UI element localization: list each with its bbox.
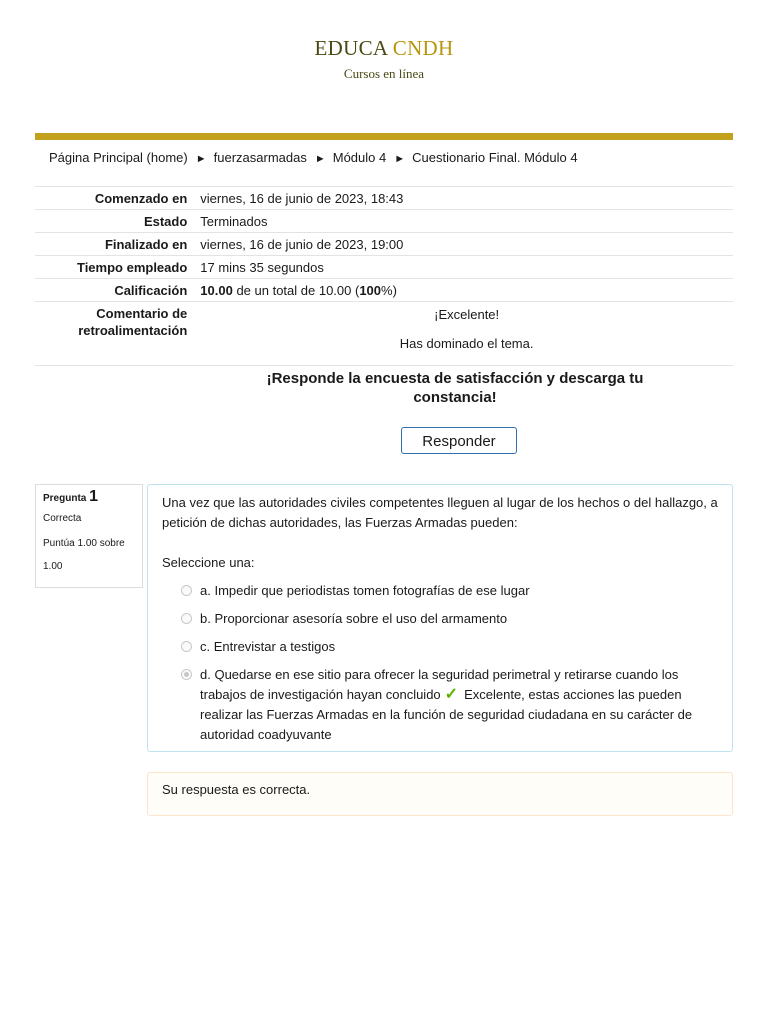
finished-label: Finalizado en — [104, 237, 188, 252]
answer-radio-d[interactable] — [181, 669, 192, 680]
survey-prompt: ¡Responde la encuesta de satisfacción y descarga tu constancia! — [266, 370, 644, 406]
check-icon: ✓ — [444, 686, 459, 703]
question-info — [35, 484, 143, 588]
site-subtitle: Cursos en línea — [343, 66, 425, 81]
question-number-value: 1 — [89, 488, 99, 505]
grade-percent: 100 — [359, 283, 382, 298]
site-logo[interactable] — [0, 36, 768, 60]
logo-educa: EDUCA — [314, 36, 388, 60]
time-label: Tiempo empleado — [76, 260, 188, 275]
grade-label: Calificación — [114, 283, 188, 298]
answer-text-c: c. Entrevistar a testigos — [200, 639, 336, 654]
respond-survey-button[interactable]: Responder — [401, 427, 517, 454]
breadcrumb-course[interactable]: fuerzasarmadas — [213, 150, 307, 165]
finished-value: viernes, 16 de junio de 2023, 19:00 — [200, 237, 404, 252]
breadcrumb-separator: ► — [314, 153, 326, 165]
answer-option-c — [162, 637, 718, 657]
breadcrumb-separator: ► — [394, 153, 406, 165]
answer-option-d — [162, 665, 718, 745]
grade-value — [194, 279, 733, 302]
breadcrumb-module[interactable]: Módulo 4 — [332, 150, 387, 165]
summary-row-started — [35, 187, 733, 210]
answer-radio-a[interactable] — [181, 585, 192, 596]
header-divider — [35, 133, 733, 140]
breadcrumb — [49, 150, 578, 165]
summary-row-time — [35, 256, 733, 279]
answer-prompt: Seleccione una: — [162, 555, 255, 570]
feedback-value — [194, 302, 733, 366]
question-outcome: Su respuesta es correcta. — [147, 772, 733, 816]
answer-radio-c[interactable] — [181, 641, 192, 652]
grade-score: 10.00 — [200, 283, 233, 298]
question-text: Una vez que las autoridades civiles competentes lleguen al lugar de los hechos o del hallazgo, a petición de dichas autoridades, las Fuerzas Armadas pueden: — [162, 495, 718, 530]
attempt-summary-table — [35, 186, 733, 366]
breadcrumb-quiz[interactable]: Cuestionario Final. Módulo 4 — [412, 150, 578, 165]
question-grade: Puntúa 1.00 sobre 1.00 — [43, 538, 125, 572]
breadcrumb-separator: ► — [195, 153, 207, 165]
feedback-message: Has dominado el tema. — [399, 336, 534, 351]
summary-row-state — [35, 210, 733, 233]
feedback-title: ¡Excelente! — [434, 307, 500, 322]
answer-text-d: d. Quedarse en ese sitio para ofrecer la seguridad perimetral y retirarse cuando los trabajos de investigación hayan concluido — [200, 667, 679, 702]
question-label: Pregunta — [43, 493, 87, 504]
question-number — [43, 490, 135, 506]
breadcrumb-home[interactable]: Página Principal (home) — [49, 150, 188, 165]
logo-cndh: CNDH — [392, 36, 454, 60]
grade-total: de un total de 10.00 ( — [232, 283, 360, 298]
answer-radio-b[interactable] — [181, 613, 192, 624]
grade-percent-suffix: %) — [381, 283, 397, 298]
started-label: Comenzado en — [94, 191, 188, 206]
answer-option-b — [162, 609, 718, 629]
answer-option-a — [162, 581, 718, 601]
answer-feedback-d: Excelente, estas acciones las pueden realizar las Fuerzas Armadas en la función de seguridad ciudadana en su carácter de autoridad coadyuvante — [200, 687, 693, 742]
answer-text-b: b. Proporcionar asesoría sobre el uso del armamento — [200, 611, 508, 626]
summary-row-grade — [35, 279, 733, 302]
answer-text-a: a. Impedir que periodistas tomen fotografías de ese lugar — [200, 583, 530, 598]
started-value: viernes, 16 de junio de 2023, 18:43 — [200, 191, 404, 206]
time-value: 17 mins 35 segundos — [200, 260, 324, 275]
site-header — [0, 36, 768, 82]
feedback-label: Comentario de retroalimentación — [78, 306, 188, 338]
question-content — [147, 484, 733, 752]
state-label: Estado — [143, 214, 188, 229]
question-state: Correcta — [43, 513, 82, 524]
state-value: Terminados — [200, 214, 268, 229]
summary-row-finished — [35, 233, 733, 256]
summary-row-feedback — [35, 302, 733, 366]
